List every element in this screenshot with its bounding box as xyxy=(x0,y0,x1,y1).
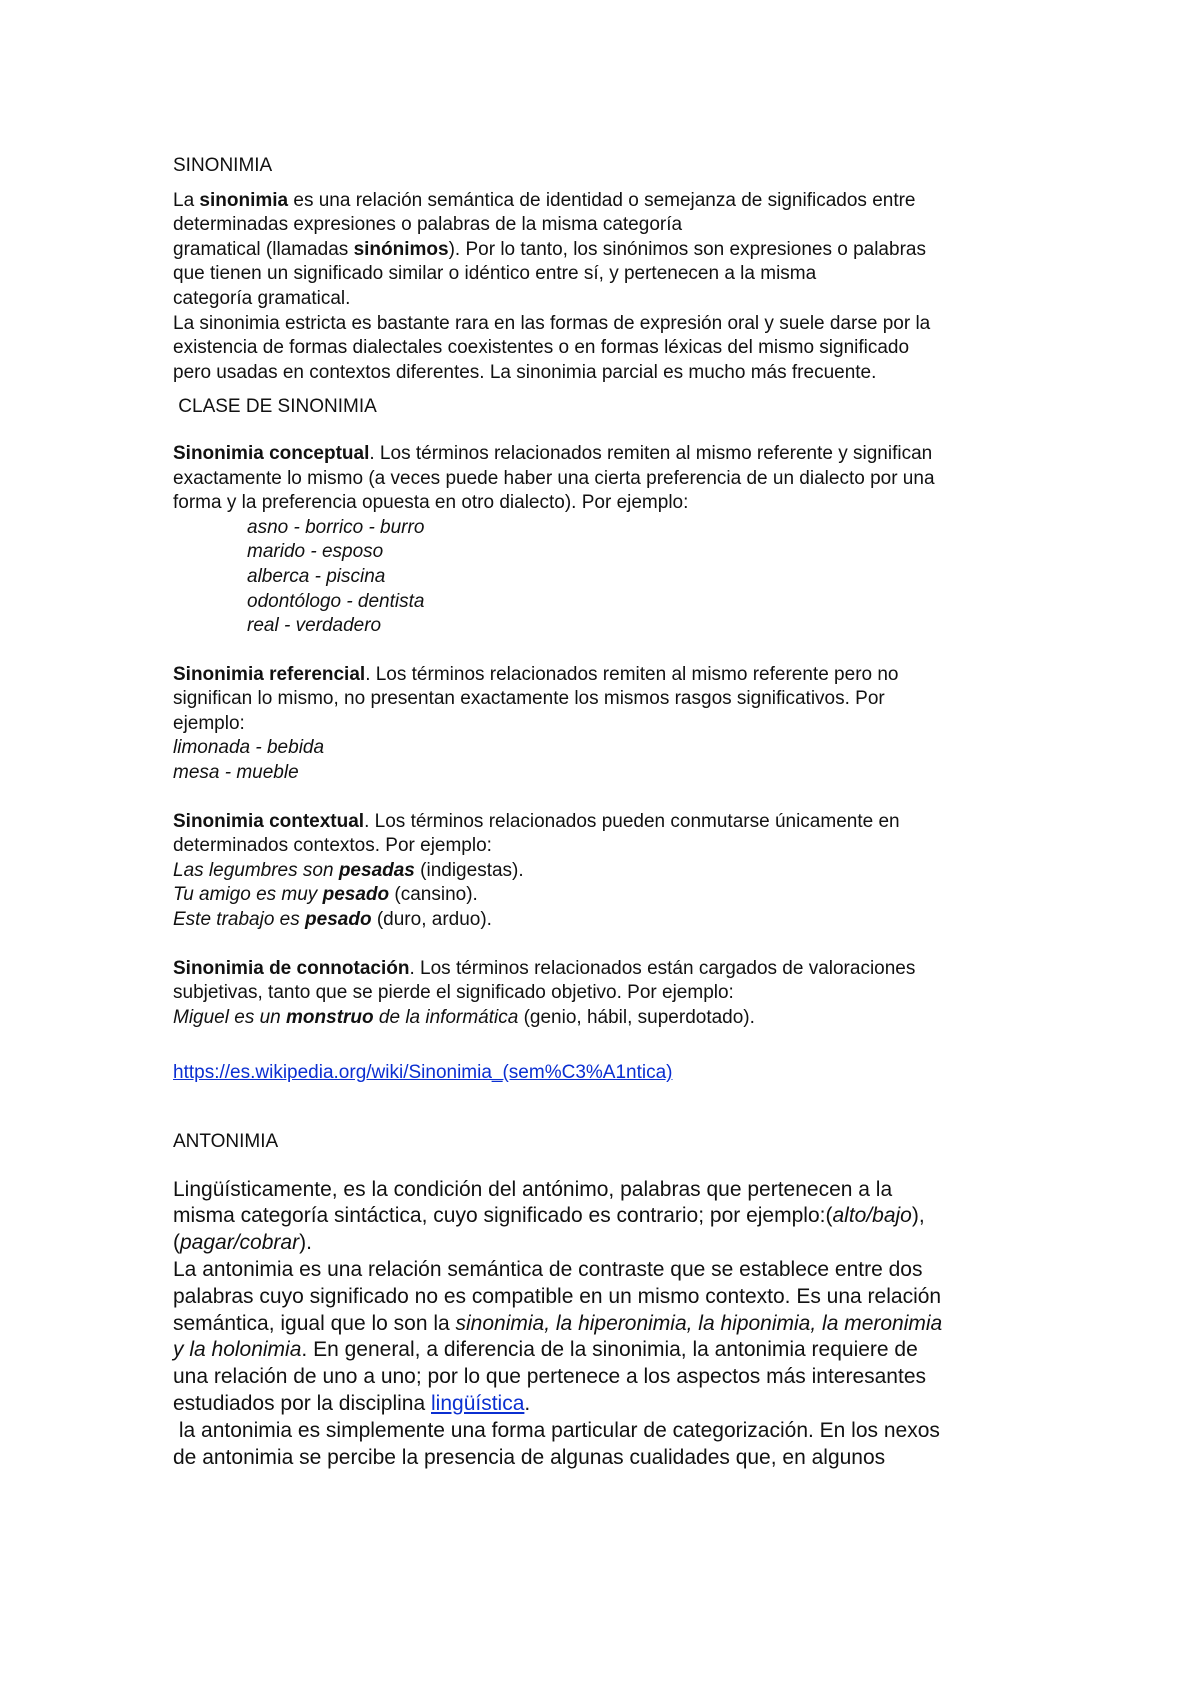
document-page xyxy=(173,154,1053,1471)
connotacion-paragraph xyxy=(173,957,1053,1031)
example-item xyxy=(247,565,1053,590)
antonimia-definition-paragraph xyxy=(173,1177,1053,1257)
text-line: determinadas expresiones o palabras de la misma categoría xyxy=(173,214,683,236)
example-item xyxy=(173,859,1053,884)
example-item xyxy=(247,614,1053,639)
example-item xyxy=(173,1006,1053,1031)
example-item xyxy=(173,908,1053,933)
example-text: Tu amigo es muy xyxy=(173,884,323,906)
example-text: de la informática xyxy=(373,1006,519,1028)
term-sinonimia: sinonimia xyxy=(199,189,289,211)
label-referencial: Sinonimia referencial xyxy=(173,663,366,685)
example-keyword: monstruo xyxy=(286,1006,374,1028)
conceptual-paragraph xyxy=(173,442,1053,639)
text: estudiados por la disciplina xyxy=(173,1391,431,1415)
antonimia-contrast-paragraph xyxy=(173,1257,1053,1418)
example-text: odontólogo - dentista xyxy=(247,590,425,612)
text-line: La antonimia es una relación semántica de contraste que se establece entre dos xyxy=(173,1257,923,1281)
text: gramatical (llamadas xyxy=(173,238,354,260)
label-conceptual: Sinonimia conceptual xyxy=(173,442,370,464)
text: es una relación semántica de identidad o semejanza de significados entre xyxy=(288,189,916,211)
example-item xyxy=(173,736,1053,761)
text-line: que tienen un significado similar o idéntico entre sí, y pertenecen a la misma xyxy=(173,263,817,285)
example-text: alto/bajo xyxy=(832,1204,912,1228)
text: . Los términos relacionados remiten al mismo referente y significan xyxy=(369,442,933,464)
text-line: subjetivas, tanto que se pierde el significado objetivo. Por ejemplo: xyxy=(173,982,734,1004)
sinonimia-estricta-paragraph xyxy=(173,312,1053,386)
conceptual-examples xyxy=(173,516,1053,639)
text: ). xyxy=(299,1231,312,1255)
section-title-antonimia: ANTONIMIA xyxy=(173,1131,279,1152)
text-line: significan lo mismo, no presentan exactamente los mismos rasgos significativos. Por xyxy=(173,688,885,710)
text: . Los términos relacionados pueden conmutarse únicamente en xyxy=(364,810,900,832)
label-connotacion: Sinonimia de connotación xyxy=(173,957,410,979)
text: semántica, igual que lo son la xyxy=(173,1311,456,1335)
text: ), xyxy=(911,1204,925,1228)
text: . xyxy=(524,1391,531,1415)
text: misma categoría sintáctica, cuyo significado es contrario; por ejemplo:( xyxy=(173,1204,833,1228)
example-text: limonada - bebida xyxy=(173,737,325,759)
example-text: real - verdadero xyxy=(247,615,382,637)
text: . Los términos relacionados están cargados de valoraciones xyxy=(409,957,916,979)
example-gloss: (genio, hábil, superdotado). xyxy=(518,1006,755,1028)
example-text: pagar/cobrar xyxy=(180,1231,300,1255)
text-line: pero usadas en contextos diferentes. La sinonimia parcial es mucho más frecuente. xyxy=(173,361,877,383)
example-item xyxy=(173,883,1053,908)
linguistica-link[interactable]: lingüística xyxy=(431,1391,525,1415)
text: La xyxy=(173,189,200,211)
text-line: forma y la preferencia opuesta en otro dialecto). Por ejemplo: xyxy=(173,492,689,514)
example-text: Miguel es un xyxy=(173,1006,287,1028)
text-line: de antonimia se percibe la presencia de algunas cualidades que, en algunos xyxy=(173,1445,886,1469)
text: . En general, a diferencia de la sinonimia, la antonimia requiere de xyxy=(301,1338,918,1362)
label-contextual: Sinonimia contextual xyxy=(173,810,365,832)
section-title-clase-sinonimia: CLASE DE SINONIMIA xyxy=(173,396,377,418)
example-gloss: (duro, arduo). xyxy=(371,909,492,931)
text-line: Lingüísticamente, es la condición del antónimo, palabras que pertenecen a la xyxy=(173,1177,893,1201)
example-text: marido - esposo xyxy=(247,541,384,563)
text-line: exactamente lo mismo (a veces puede haber una cierta preferencia de un dialecto por una xyxy=(173,467,935,489)
example-keyword: pesado xyxy=(305,909,372,931)
contextual-paragraph xyxy=(173,810,1053,933)
text-line: existencia de formas dialectales coexistentes o en formas léxicas del mismo significado xyxy=(173,337,910,359)
text-line: palabras cuyo significado no es compatible en un mismo contexto. Es una relación xyxy=(173,1284,942,1308)
text-line: categoría gramatical. xyxy=(173,287,351,309)
text: . Los términos relacionados remiten al mismo referente pero no xyxy=(365,663,899,685)
example-text: alberca - piscina xyxy=(247,565,386,587)
example-item xyxy=(173,761,1053,786)
antonimia-categorization-paragraph xyxy=(173,1418,1053,1472)
text-line: determinados contextos. Por ejemplo: xyxy=(173,835,492,857)
section-title-sinonimia: SINONIMIA xyxy=(173,155,273,176)
example-text: Este trabajo es xyxy=(173,909,306,931)
example-item xyxy=(247,590,1053,615)
italic-text: y la holonimia xyxy=(173,1338,302,1362)
example-keyword: pesado xyxy=(322,884,390,906)
referencial-paragraph xyxy=(173,663,1053,786)
example-keyword: pesadas xyxy=(338,859,415,881)
term-sinonimos: sinónimos xyxy=(353,238,449,260)
text-line: ejemplo: xyxy=(173,712,245,734)
text-line: una relación de uno a uno; por lo que pertenece a los aspectos más interesantes xyxy=(173,1365,926,1389)
example-gloss: (cansino). xyxy=(389,884,478,906)
example-text: Las legumbres son xyxy=(173,859,339,881)
example-text: asno - borrico - burro xyxy=(247,516,425,538)
text: ( xyxy=(173,1231,180,1255)
example-item xyxy=(247,516,1053,541)
example-gloss: (indigestas). xyxy=(414,859,524,881)
text: ). Por lo tanto, los sinónimos son expresiones o palabras xyxy=(448,238,926,260)
sinonimia-definition-paragraph xyxy=(173,189,1053,312)
text-line: La sinonimia estricta es bastante rara en las formas de expresión oral y suele darse por la xyxy=(173,312,931,334)
italic-text: sinonimia, la hiperonimia, la hiponimia, la meronimia xyxy=(455,1311,943,1335)
example-text: mesa - mueble xyxy=(173,762,299,784)
text-line: la antonimia es simplemente una forma particular de categorización. En los nexos xyxy=(173,1418,940,1442)
example-item xyxy=(247,540,1053,565)
wikipedia-link[interactable]: https://es.wikipedia.org/wiki/Sinonimia_(sem%C3%A1ntica) xyxy=(173,1062,673,1084)
